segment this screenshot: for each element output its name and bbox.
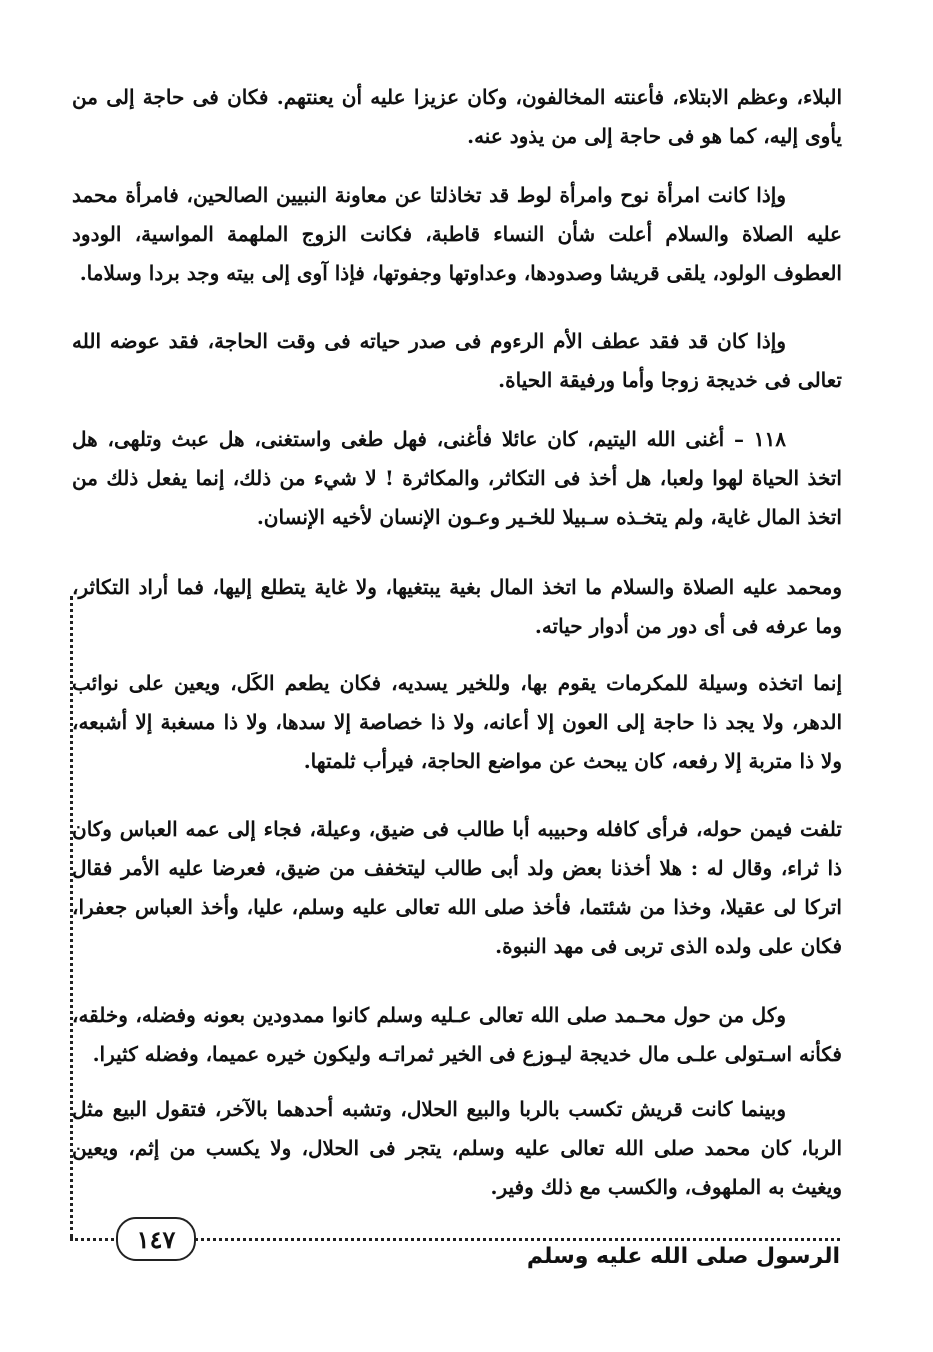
paragraph-5: ومحمد عليه الصلاة والسلام ما اتخذ المال بغية يبتغيها، ولا غاية يتطلع إليها، فما أراد التكاثر، وما عرفه فى أى دور من أدوار حياته. — [72, 575, 842, 638]
paragraph-7: تلفت فيمن حوله، فرأى كافله وحبيبه أبا طالب فى ضيق، وعيلة، فجاء إلى عمه العباس وكان ذا ثراء، وقال له : هلا أخذنا بعض ولد أبى طالب ليتخفف من ضيق، فعرضا عليه الأمر فقال اتركا لى عقيلا، وخذا من شئتما، فأخذ صلى الله تعالى عليه وسلم، عليا، وأخذ العباس جعفرا، فكان على ولده الذى تربى فى مهد النبوة. — [72, 817, 842, 958]
paragraph-9: وبينما كانت قريش تكسب بالربا والبيع الحلال، وتشبه أحدهما بالآخر، فتقول البيع مثل الربا، كان محمد صلى الله تعالى عليه وسلم، يتجر فى الحلال، ولا يكسب من إثم، ويعين ويغيث به الملهوف، والكسب مع ذلك وفير. — [72, 1097, 842, 1199]
paragraph-6: إنما اتخذه وسيلة للمكرمات يقوم بها، وللخير يسديه، فكان يطعم الكَل، ويعين على نوائب الدهر، ولا يجد ذا حاجة إلى العون إلا أعانه، ولا ذا خصاصة إلا سدها، ولا ذا مسغبة إلا أشبعه، ولا ذا متربة إلا رفعه، كان يبحث عن مواضع الحاجة، فيرأب ثلمتها. — [72, 671, 842, 773]
paragraph-2: وإذا كانت امرأة نوح وامرأة لوط قد تخاذلتا عن معاونة النبيين الصالحين، فامرأة محمد عليه الصلاة والسلام أعلت شأن النساء قاطبة، فكانت الزوج الملهمة المواسية، الودود العطوف الولود، يلقى قريشا وصدودها، وعداوتها وجفوتها، فإذا آوى إلى بيته وجد بردا وسلاما. — [72, 183, 842, 285]
page-number-text: ١٤٧ — [136, 1224, 176, 1254]
paragraph-3: وإذا كان قد فقد عطف الأم الرءوم فى صدر حياته فى وقت الحاجة، فقد عوضه الله تعالى فى خديجة زوجا وأما ورفيقة الحياة. — [72, 329, 842, 392]
paragraph-4: ١١٨ – أغنى الله اليتيم، كان عائلا فأغنى، فهل طغى واستغنى، هل عبث وتلهى، هل اتخذ الحياة لهوا ولعبا، هل أخذ فى التكاثر، والمكاثرة ! لا شيء من ذلك، إنما يفعل ذلك من اتخذ المال غاية، ولم يتخـذه سـبيلا للخـير وعـون الإنسان لأخيه الإنسان. — [72, 427, 842, 529]
page-number — [116, 1217, 196, 1261]
running-title: الرسول صلى الله عليه وسلم — [526, 1244, 840, 1269]
paragraph-8: وكل من حول محـمد صلى الله تعالى عـليه وسلم كانوا ممدودين بعونه وفضله، وخلقه، فكأنه اسـتولى علـى مال خديجة ليـوزع فى الخير ثمراتـه وليكون خيره عميما، وفضله كثيرا. — [72, 1003, 842, 1066]
paragraph-1: البلاء، وعظم الابتلاء، فأعنته المخالفون، وكان عزيزا عليه أن يعنتهم. فكان فى حاجة إلى من يأوى إليه، كما هو فى حاجة إلى من يذود عنه. — [72, 85, 842, 148]
dotted-frame-left — [70, 596, 73, 1238]
